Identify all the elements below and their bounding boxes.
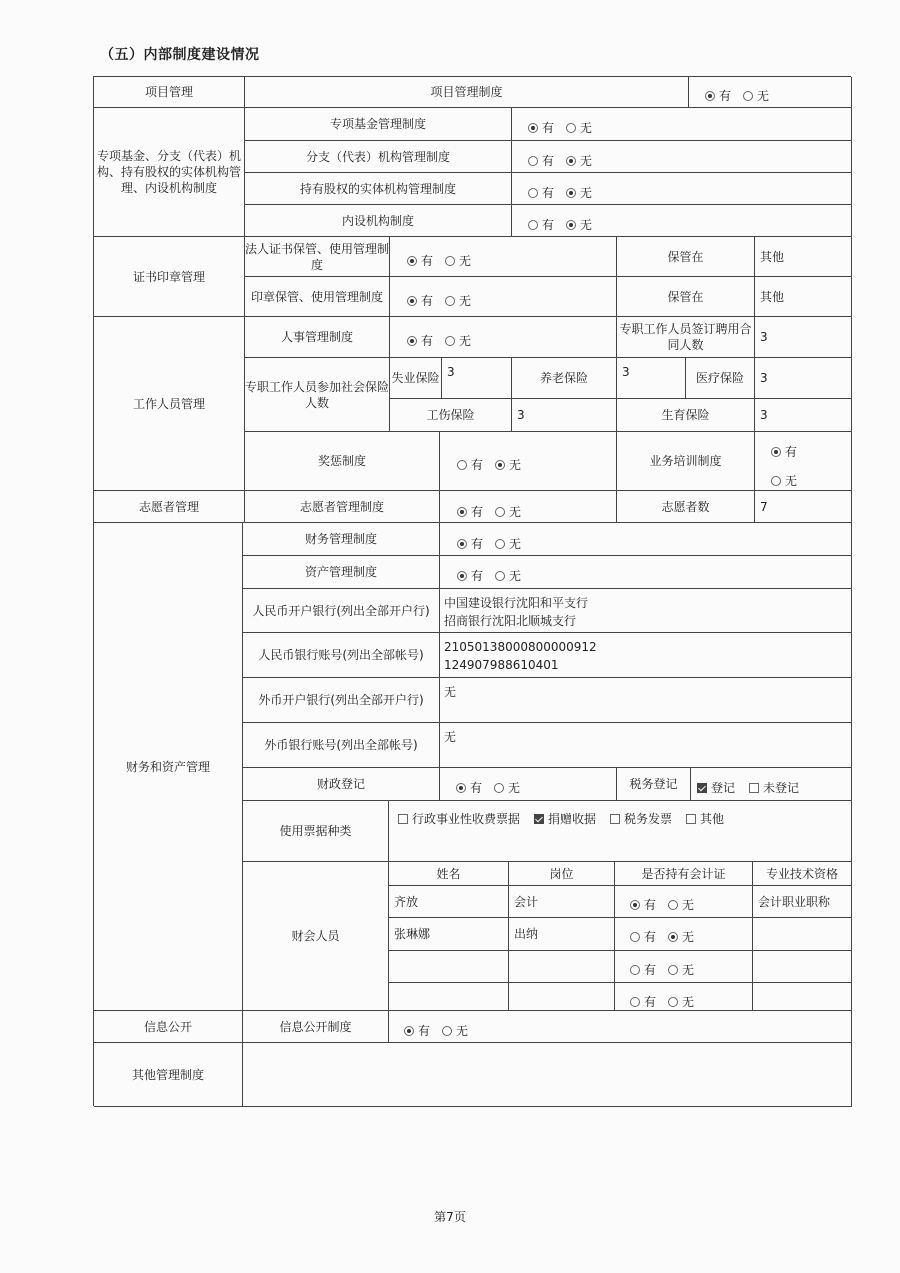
- finance-system-label: [243, 523, 440, 556]
- project-mgmt-radio-option-2[interactable]: [743, 87, 769, 104]
- bill-type-checks-item[interactable]: [398, 810, 520, 827]
- fund-row-radio[interactable]: [528, 216, 598, 233]
- accountant-header-text: 专业技术资格: [765, 866, 838, 881]
- volunteer-radio-option-label: 无: [509, 505, 522, 519]
- fund-row-radio-option-label: 无: [580, 154, 593, 168]
- radio-icon[interactable]: [495, 539, 505, 549]
- accountant-name-text: 张琳娜: [394, 927, 431, 941]
- hr-system-radio-option-2[interactable]: [445, 332, 471, 349]
- medical-label-text: 医疗保险: [695, 371, 744, 385]
- fx-account-value: 无: [444, 730, 457, 744]
- cert-keep-value-text: 其他: [760, 289, 785, 304]
- radio-icon[interactable]: [495, 571, 505, 581]
- info-disclosure-radio-option-2[interactable]: [442, 1022, 468, 1039]
- fund-row-radio-option-1[interactable]: [528, 152, 554, 169]
- hr-system-label: [245, 317, 390, 358]
- accountant-post: [509, 951, 615, 983]
- fund-label: [94, 108, 245, 237]
- asset-system-radio-option-2[interactable]: [495, 567, 521, 584]
- bill-type-checks-item-label: 行政事业性收费票据: [412, 812, 521, 826]
- accountant-post-text: 出纳: [514, 927, 539, 941]
- tax-registration-label: [617, 768, 691, 801]
- project-mgmt-radio[interactable]: [705, 87, 775, 104]
- cert-keep-label: [617, 277, 755, 317]
- radio-icon[interactable]: [528, 188, 538, 198]
- finance-registration-radio-option-label: 无: [508, 781, 521, 795]
- fund-row-name-text: 分支（代表）机构管理制度: [305, 149, 450, 164]
- asset-system-radio-option-label: 有: [471, 569, 484, 583]
- medical-value-text: 3: [760, 371, 768, 385]
- radio-icon[interactable]: [566, 188, 576, 198]
- cert-row-radio-option-2[interactable]: [445, 292, 471, 309]
- accountant-header: [509, 862, 615, 886]
- radio-icon[interactable]: [528, 220, 538, 230]
- cert-row-radio[interactable]: [407, 292, 477, 309]
- checkbox-icon[interactable]: [697, 783, 707, 793]
- asset-system-radio[interactable]: [457, 567, 527, 584]
- maternity-label-text: 生育保险: [661, 408, 710, 422]
- radio-icon[interactable]: [445, 336, 455, 346]
- other-system-value: [243, 1043, 852, 1107]
- checkbox-icon[interactable]: [749, 783, 759, 793]
- unemployment-label-text: 失业保险: [391, 371, 440, 385]
- fund-row-radio-option-2[interactable]: [566, 119, 592, 136]
- fund-row-radio[interactable]: [528, 184, 598, 201]
- accountant-qualification: [753, 983, 852, 1011]
- volunteer-label: [94, 491, 245, 523]
- cert-row-radio-option-label: 有: [421, 254, 434, 268]
- accountant-cert-radio-option-2[interactable]: [668, 928, 694, 945]
- accountant-post: [509, 983, 615, 1011]
- volunteer-system-label: [245, 491, 440, 523]
- fund-row-radio-option-1[interactable]: [528, 119, 554, 136]
- fx-bank-cell: [440, 678, 852, 723]
- accountant-cert-radio[interactable]: [630, 961, 700, 978]
- injury-label-text: 工伤保险: [426, 408, 475, 422]
- radio-icon[interactable]: [566, 220, 576, 230]
- cert-keep-label-text: 保管在: [667, 249, 704, 264]
- accountant-cert-radio-option-2[interactable]: [668, 961, 694, 978]
- accountant-cert-radio-option-1[interactable]: [630, 961, 656, 978]
- cert-row-radio-option-label: 无: [459, 254, 472, 268]
- finance-label-text: 财务和资产管理: [125, 759, 210, 774]
- fund-row-radio-option-label: 有: [542, 186, 555, 200]
- finance-registration-radio-option-2[interactable]: [494, 779, 520, 796]
- checkbox-icon[interactable]: [534, 814, 544, 824]
- training-radio-option-label: 有: [785, 445, 798, 459]
- volunteer-radio-option-label: 有: [471, 505, 484, 519]
- finance-system-radio-option-label: 无: [509, 537, 522, 551]
- fx-bank-label-text: 外币开户银行(列出全部开户行): [258, 693, 424, 707]
- bill-type-checks[interactable]: [398, 810, 730, 827]
- volunteer-radio-option-2[interactable]: [495, 503, 521, 520]
- maternity-label: [617, 399, 755, 432]
- bill-type-checks-item[interactable]: [534, 810, 596, 827]
- accountant-name: [389, 983, 509, 1011]
- volunteer-radio[interactable]: [457, 503, 527, 520]
- info-disclosure-system-label-text: 信息公开制度: [279, 1019, 352, 1034]
- fund-row-radio-option-label: 无: [580, 186, 593, 200]
- reward-radio-option-label: 无: [509, 458, 522, 472]
- radio-icon[interactable]: [528, 123, 538, 133]
- radio-icon[interactable]: [566, 156, 576, 166]
- radio-icon[interactable]: [630, 900, 640, 910]
- finance-registration-label: [243, 768, 440, 801]
- volunteer-count-value-text: 7: [760, 499, 768, 514]
- fund-row-radio[interactable]: [528, 152, 598, 169]
- fund-row-radio-option-1[interactable]: [528, 216, 554, 233]
- cert-row-radio-option-2[interactable]: [445, 252, 471, 269]
- radio-icon[interactable]: [668, 965, 678, 975]
- radio-icon[interactable]: [528, 156, 538, 166]
- accountant-post-text: 会计: [514, 894, 539, 909]
- cert-row-radio[interactable]: [407, 252, 477, 269]
- accountant-cert-radio-option-2[interactable]: [668, 896, 694, 913]
- accountant-header: [615, 862, 753, 886]
- project-mgmt-radio-option-label: 有: [719, 89, 732, 103]
- radio-icon[interactable]: [630, 997, 640, 1007]
- finance-registration-radio-option-label: 有: [470, 781, 483, 795]
- accountant-header-text: 姓名: [436, 866, 461, 881]
- accountant-qualification: [753, 918, 852, 951]
- maternity-value-text: 3: [760, 408, 768, 422]
- finance-label: [94, 523, 243, 1011]
- accountant-qualification: [753, 951, 852, 983]
- cert-row-name: [245, 237, 390, 277]
- rmb-bank-label: [243, 589, 440, 633]
- fund-row-radio-option-label: 有: [542, 121, 555, 135]
- project-mgmt-label-text: 项目管理: [144, 85, 193, 99]
- fund-row-radio-option-label: 有: [542, 218, 555, 232]
- pension-value: [617, 358, 686, 399]
- maternity-value: [755, 399, 852, 432]
- pension-value-text: 3: [622, 365, 630, 379]
- info-disclosure-radio-option-1[interactable]: [404, 1022, 430, 1039]
- accountant-cert-radio[interactable]: [630, 896, 700, 913]
- radio-icon[interactable]: [668, 900, 678, 910]
- page-number: 第7页: [434, 1210, 466, 1224]
- tax-registration-checks-item-label: 登记: [711, 781, 736, 795]
- cert-keep-value: [755, 237, 852, 277]
- training-radio-option-1[interactable]: [771, 443, 797, 460]
- cert-keep-label: [617, 237, 755, 277]
- volunteer-radio-option-1[interactable]: [457, 503, 483, 520]
- radio-icon[interactable]: [743, 91, 753, 101]
- info-disclosure-label: [94, 1011, 243, 1043]
- accountant-cert-radio-option-1[interactable]: [630, 993, 656, 1010]
- radio-icon[interactable]: [457, 571, 467, 581]
- training-radio-option-label: 无: [785, 474, 798, 488]
- radio-icon[interactable]: [668, 932, 678, 942]
- project-mgmt-item-text: 项目管理制度: [430, 85, 503, 99]
- bill-type-label-text: 使用票据种类: [279, 824, 352, 838]
- training-label-text: 业务培训制度: [649, 454, 722, 468]
- training-radio[interactable]: [771, 443, 803, 489]
- volunteer-count-label: [617, 491, 755, 523]
- accountant-cert-radio-option-label: 有: [644, 995, 657, 1009]
- radio-icon[interactable]: [445, 256, 455, 266]
- volunteer-count-value: [755, 491, 852, 523]
- training-label: [617, 432, 755, 491]
- injury-label: [390, 399, 512, 432]
- fund-label-text: 专项基金、分支（代表）机构、持有股权的实体机构管理、内设机构制度: [96, 149, 241, 195]
- section-title: （五）内部制度建设情况: [100, 47, 260, 63]
- hr-system-label-text: 人事管理制度: [280, 330, 353, 344]
- reward-radio[interactable]: [457, 456, 527, 473]
- training-radio-option-2[interactable]: [771, 472, 797, 489]
- finance-registration-label-text: 财政登记: [316, 777, 365, 791]
- accountant-post: [509, 886, 615, 918]
- radio-icon[interactable]: [630, 932, 640, 942]
- tax-registration-checks-item[interactable]: [749, 779, 799, 796]
- radio-icon[interactable]: [495, 507, 505, 517]
- cert-row-radio-option-label: 无: [459, 294, 472, 308]
- accountant-qualification: [753, 886, 852, 918]
- bill-type-checks-item[interactable]: [610, 810, 672, 827]
- bill-type-checks-item[interactable]: [686, 810, 724, 827]
- radio-icon[interactable]: [407, 296, 417, 306]
- fund-row-name-text: 专项基金管理制度: [329, 117, 426, 131]
- accountant-qualification-text: 会计职业职称: [758, 894, 831, 909]
- radio-icon[interactable]: [566, 123, 576, 133]
- project-mgmt-item: [245, 77, 689, 108]
- rmb-bank-label-text: 人民币开户银行(列出全部开户行): [252, 603, 430, 618]
- cert-label-text: 证书印章管理: [132, 269, 205, 284]
- cert-keep-value-text: 其他: [760, 249, 785, 264]
- accountant-label: [243, 862, 389, 1011]
- bill-type-checks-item-label: 其他: [700, 812, 725, 826]
- staff-label: [94, 317, 245, 491]
- injury-value-text: 3: [517, 408, 525, 422]
- radio-icon[interactable]: [457, 507, 467, 517]
- social-insurance-label-text: 专职工作人员参加社会保险人数: [245, 379, 390, 410]
- hr-system-radio-option-label: 有: [421, 334, 434, 348]
- radio-icon[interactable]: [668, 997, 678, 1007]
- cert-row-radio-option-1[interactable]: [407, 292, 433, 309]
- unemployment-value-text: 3: [447, 365, 455, 379]
- reward-radio-option-2[interactable]: [495, 456, 521, 473]
- info-disclosure-radio-option-label: 有: [418, 1024, 431, 1038]
- rmb-account-label-text: 人民币银行账号(列出全部帐号): [258, 648, 424, 662]
- accountant-label-text: 财会人员: [291, 929, 340, 943]
- unemployment-label: [390, 358, 442, 399]
- fund-row-radio-option-1[interactable]: [528, 184, 554, 201]
- rmb-account-label: [243, 633, 440, 678]
- radio-icon[interactable]: [457, 539, 467, 549]
- accountant-cert-radio[interactable]: [630, 928, 700, 945]
- project-mgmt-label: [94, 77, 245, 108]
- hr-system-radio-option-label: 无: [459, 334, 472, 348]
- accountant-name: [389, 951, 509, 983]
- accountant-name: [389, 918, 509, 951]
- accountant-header: [389, 862, 509, 886]
- pension-label: [512, 358, 617, 399]
- radio-icon[interactable]: [771, 476, 781, 486]
- radio-icon[interactable]: [495, 460, 505, 470]
- radio-icon[interactable]: [705, 91, 715, 101]
- cert-row-radio-option-1[interactable]: [407, 252, 433, 269]
- accountant-post: [509, 918, 615, 951]
- asset-system-radio-option-label: 无: [509, 569, 522, 583]
- other-system-label: [94, 1043, 243, 1107]
- fund-row-name-text: 持有股权的实体机构管理制度: [299, 181, 456, 196]
- volunteer-system-label-text: 志愿者管理制度: [299, 499, 384, 514]
- fx-account-label: [243, 723, 440, 768]
- cert-row-name-text: 法人证书保管、使用管理制度: [245, 241, 390, 272]
- finance-system-radio-option-2[interactable]: [495, 535, 521, 552]
- fx-account-label-text: 外币银行账号(列出全部帐号): [264, 738, 418, 752]
- bill-type-checks-item-label: 捐赠收据: [548, 812, 597, 826]
- info-disclosure-system-label: [243, 1011, 389, 1043]
- finance-registration-radio-option-1[interactable]: [456, 779, 482, 796]
- radio-icon[interactable]: [407, 336, 417, 346]
- cert-keep-value: [755, 277, 852, 317]
- accountant-cert-radio-option-2[interactable]: [668, 993, 694, 1010]
- accountant-header: [753, 862, 852, 886]
- other-system-label-text: 其他管理制度: [131, 1067, 204, 1082]
- contract-label-text: 专职工作人员签订聘用合同人数: [619, 322, 752, 352]
- info-disclosure-radio-option-label: 无: [456, 1024, 469, 1038]
- accountant-cert-radio-option-label: 无: [682, 930, 695, 944]
- radio-icon[interactable]: [407, 256, 417, 266]
- injury-value: [512, 399, 617, 432]
- bill-type-label: [243, 801, 389, 862]
- volunteer-count-label-text: 志愿者数: [661, 499, 710, 514]
- reward-radio-option-label: 有: [471, 458, 484, 472]
- asset-system-radio-option-1[interactable]: [457, 567, 483, 584]
- accountant-cert-radio[interactable]: [630, 993, 700, 1010]
- training-cell: [755, 432, 852, 491]
- tax-registration-label-text: 税务登记: [629, 777, 678, 791]
- asset-system-label: [243, 556, 440, 589]
- accountant-name: [389, 886, 509, 918]
- fund-row-name: [245, 173, 512, 205]
- fund-row-radio-option-label: 有: [542, 154, 555, 168]
- fund-row-radio[interactable]: [528, 119, 598, 136]
- accountant-cert-radio-option-1[interactable]: [630, 896, 656, 913]
- info-disclosure-radio[interactable]: [404, 1022, 474, 1039]
- info-disclosure-label-text: 信息公开: [143, 1019, 192, 1034]
- asset-system-label-text: 资产管理制度: [304, 565, 377, 579]
- accountant-cert-radio-option-label: 无: [682, 963, 695, 977]
- radio-icon[interactable]: [771, 447, 781, 457]
- accountant-cert-radio-option-label: 有: [644, 930, 657, 944]
- bill-type-checks-item-label: 税务发票: [624, 812, 673, 826]
- fund-row-name-text: 内设机构制度: [341, 213, 414, 228]
- fx-bank-value: 无: [444, 685, 457, 699]
- reward-radio-option-1[interactable]: [457, 456, 483, 473]
- radio-icon[interactable]: [442, 1026, 452, 1036]
- radio-icon[interactable]: [494, 783, 504, 793]
- hr-system-radio[interactable]: [407, 332, 477, 349]
- tax-registration-checks-item-label: 未登记: [763, 781, 800, 795]
- reward-label-text: 奖惩制度: [317, 454, 366, 468]
- finance-system-radio-option-label: 有: [471, 537, 484, 551]
- staff-label-text: 工作人员管理: [132, 396, 205, 411]
- cert-row-name: [245, 277, 390, 317]
- accountant-cert-radio-option-label: 有: [644, 963, 657, 977]
- tax-registration-checks-item[interactable]: [697, 779, 735, 796]
- social-insurance-label: [245, 358, 390, 432]
- finance-registration-radio[interactable]: [456, 779, 526, 796]
- volunteer-label-text: 志愿者管理: [138, 499, 199, 514]
- radio-icon[interactable]: [630, 965, 640, 975]
- fund-row-radio-option-2[interactable]: [566, 184, 592, 201]
- fund-row-radio-option-label: 无: [580, 121, 593, 135]
- contract-value-text: 3: [760, 330, 768, 344]
- unemployment-value: [442, 358, 512, 399]
- radio-icon[interactable]: [404, 1026, 414, 1036]
- pension-label-text: 养老保险: [539, 371, 588, 385]
- fund-row-radio-option-2[interactable]: [566, 152, 592, 169]
- accountant-header-text: 岗位: [549, 866, 574, 881]
- rmb-bank-value: 中国建设银行沈阳和平支行 招商银行沈阳北顺城支行: [444, 596, 589, 628]
- medical-label: [686, 358, 755, 399]
- contract-value: [755, 317, 852, 358]
- internal-system-table: [93, 76, 851, 1106]
- cert-row-name-text: 印章保管、使用管理制度: [250, 289, 383, 304]
- radio-icon[interactable]: [457, 460, 467, 470]
- accountant-cert-radio-option-label: 有: [644, 898, 657, 912]
- rmb-account-value: 21050138000800000912 124907988610401: [444, 640, 597, 672]
- hr-system-radio-option-1[interactable]: [407, 332, 433, 349]
- checkbox-icon[interactable]: [610, 814, 620, 824]
- reward-label: [245, 432, 440, 491]
- accountant-cert-radio-option-label: 无: [682, 995, 695, 1009]
- fund-row-name: [245, 141, 512, 173]
- finance-system-label-text: 财务管理制度: [304, 532, 377, 546]
- accountant-cert-radio-option-1[interactable]: [630, 928, 656, 945]
- accountant-name-text: 齐放: [394, 894, 419, 909]
- fund-row-name: [245, 205, 512, 237]
- radio-icon[interactable]: [456, 783, 466, 793]
- checkbox-icon[interactable]: [398, 814, 408, 824]
- cert-label: [94, 237, 245, 317]
- accountant-cert-radio-option-label: 无: [682, 898, 695, 912]
- fund-row-radio-option-2[interactable]: [566, 216, 592, 233]
- fx-bank-label: [243, 678, 440, 723]
- fund-row-name: [245, 108, 512, 141]
- medical-value: [755, 358, 852, 399]
- accountant-header-text: 是否持有会计证: [641, 866, 726, 881]
- tax-registration-checks[interactable]: [697, 779, 805, 796]
- radio-icon[interactable]: [445, 296, 455, 306]
- cert-row-radio-option-label: 有: [421, 294, 434, 308]
- fx-account-cell: [440, 723, 852, 768]
- project-mgmt-radio-option-1[interactable]: [705, 87, 731, 104]
- checkbox-icon[interactable]: [686, 814, 696, 824]
- project-mgmt-radio-option-label: 无: [757, 89, 770, 103]
- finance-system-radio[interactable]: [457, 535, 527, 552]
- cert-keep-label-text: 保管在: [667, 289, 704, 304]
- finance-system-radio-option-1[interactable]: [457, 535, 483, 552]
- contract-label: [617, 317, 755, 358]
- fund-row-radio-option-label: 无: [580, 218, 593, 232]
